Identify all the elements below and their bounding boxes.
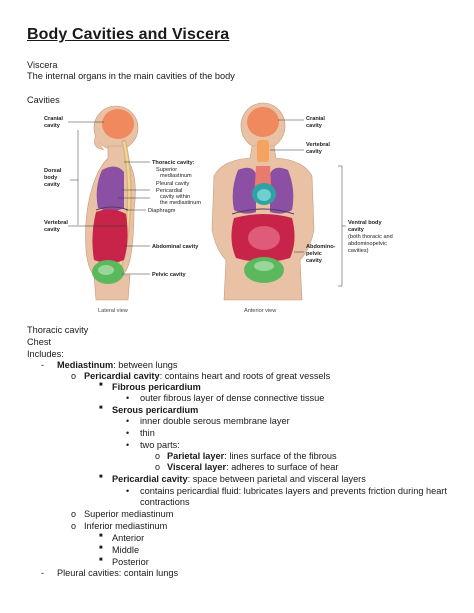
serous-item-2: thin (140, 428, 155, 438)
pcav-sub-1: contains pericardial fluid: lubricates layers and prevents friction during heart (140, 486, 447, 496)
viscera-definition: The internal organs in the main cavities of the body (27, 71, 235, 81)
anterior-cranial-label-1: Cranial (306, 116, 325, 122)
thoracic-item-4: Pericardial (156, 188, 183, 194)
lateral-body-illustration (86, 106, 139, 300)
page-title: Body Cavities and Viscera (27, 26, 230, 43)
ventral-label-2: cavity (348, 227, 364, 233)
square-bullet: ■ (99, 382, 103, 388)
dot-bullet: • (126, 486, 130, 496)
body-cavities-figure (38, 100, 438, 318)
pericardial-line (84, 371, 330, 382)
thoracic-title-label: Thoracic cavity: (152, 160, 195, 166)
anterior-body-illustration (212, 103, 314, 300)
o-bullet: o (71, 371, 77, 381)
dash-bullet: - (41, 360, 44, 370)
pericardial-term: Pericardial cavity (84, 371, 160, 381)
thoracic-item-2: mediastinum (160, 173, 192, 179)
thoracic-heading: Thoracic cavity (27, 325, 89, 335)
ventral-label-1: Ventral body (348, 220, 382, 226)
pcav-sub-2: contractions (140, 497, 190, 507)
serous-term: Serous pericardium (112, 405, 199, 415)
thoracic-includes: Includes: (27, 349, 64, 359)
fibrous-term: Fibrous pericardium (112, 382, 201, 392)
dorsal-label-2: body (44, 175, 58, 181)
pcav-term: Pericardial cavity (112, 474, 188, 484)
parietal-term: Parietal layer (167, 451, 225, 461)
dorsal-label-1: Dorsal (44, 168, 62, 174)
o-bullet: o (71, 509, 77, 519)
visceral-desc: : adheres to surface of hear (226, 462, 339, 472)
o-bullet: o (71, 521, 77, 531)
thoracic-item-6: the mediastinum (160, 200, 202, 206)
inferior-item-posterior: Posterior (112, 557, 149, 567)
fibrous-desc: outer fibrous layer of dense connective tissue (140, 393, 325, 403)
mediastinum-line (57, 360, 178, 371)
dash-bullet: - (41, 568, 44, 578)
square-bullet: ■ (99, 545, 103, 551)
visceral-line (167, 462, 338, 473)
dot-bullet: • (126, 440, 130, 450)
thoracic-item-3: Pleural cavity (156, 181, 190, 187)
anterior-vertebral-label-1: Vertebral (306, 142, 330, 148)
parietal-desc: : lines surface of the fibrous (224, 451, 337, 461)
thoracic-chest: Chest (27, 337, 52, 347)
dot-bullet: • (126, 416, 130, 426)
lateral-view-caption: Lateral view (98, 308, 128, 314)
anterior-view-caption: Anterior view (244, 308, 277, 314)
inferior-item-middle: Middle (112, 545, 140, 555)
square-bullet: ■ (99, 557, 103, 563)
viscera-heading: Viscera (27, 60, 58, 70)
visceral-term: Visceral layer (167, 462, 227, 472)
dorsal-label-3: cavity (44, 182, 60, 188)
inferior-item-anterior: Anterior (112, 533, 145, 543)
mediastinum-desc: : between lungs (113, 360, 178, 370)
abdominopelvic-label-3: cavity (306, 258, 322, 264)
lateral-vertebral-label-2: cavity (44, 227, 60, 233)
inferior-mediastinum: Inferior mediastinum (84, 521, 168, 531)
anterior-vertebral-label-2: cavity (306, 149, 322, 155)
dot-bullet: • (126, 428, 130, 438)
superior-mediastinum: Superior mediastinum (84, 509, 174, 519)
square-bullet: ■ (99, 474, 103, 480)
pelvic-cavity-label: Pelvic cavity (152, 272, 186, 278)
pcav-desc: : space between parietal and visceral layers (187, 474, 366, 484)
diaphragm-label: Diaphragm (148, 208, 176, 214)
lateral-vertebral-label-1: Vertebral (44, 220, 68, 226)
square-bullet: ■ (99, 533, 103, 539)
lateral-cranial-label-1: Cranial (44, 116, 63, 122)
o-bullet: o (155, 462, 161, 472)
ventral-label-3: (both thoracic and (348, 234, 393, 240)
cavities-heading: Cavities (27, 95, 60, 105)
thoracic-item-1: Superior (156, 167, 178, 173)
pericardial-desc: : contains heart and roots of great vessels (159, 371, 331, 381)
thoracic-item-5: cavity within (160, 194, 191, 200)
anterior-cranial-label-2: cavity (306, 123, 322, 129)
serous-item-1: inner double serous membrane layer (140, 416, 290, 426)
serous-item-3: two parts: (140, 440, 180, 450)
mediastinum-term: Mediastinum (57, 360, 114, 370)
abdominopelvic-label-1: Abdomino- (306, 244, 336, 250)
ventral-label-5: cavities) (348, 248, 369, 254)
abdominal-cavity-label: Abdominal cavity (152, 244, 199, 250)
abdominopelvic-label-2: pelvic (306, 251, 322, 257)
pcav-line (112, 474, 366, 485)
parietal-line (167, 451, 337, 462)
o-bullet: o (155, 451, 161, 461)
lateral-cranial-label-2: cavity (44, 123, 60, 129)
square-bullet: ■ (99, 405, 103, 411)
pleural-cavities: Pleural cavities: contain lungs (57, 568, 179, 578)
ventral-label-4: abdominopelvic (348, 241, 387, 247)
dot-bullet: • (126, 393, 130, 403)
